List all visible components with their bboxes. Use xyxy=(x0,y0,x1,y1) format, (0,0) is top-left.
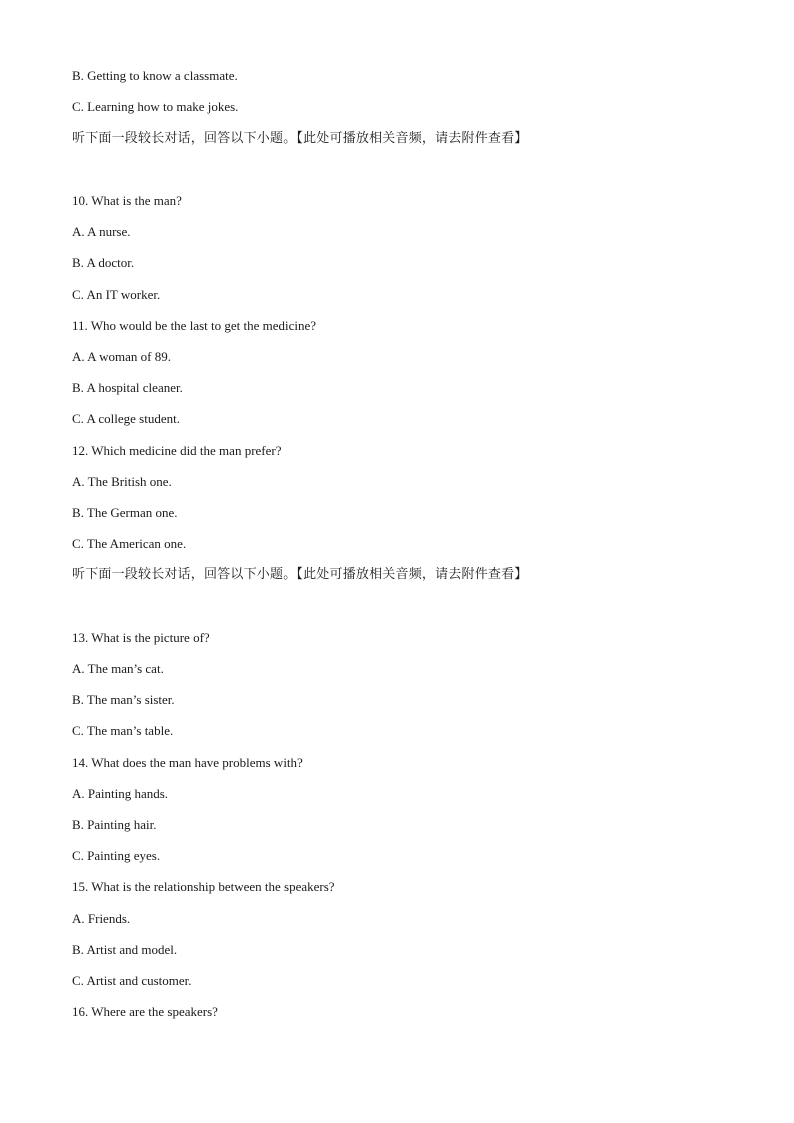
option-line: B. The German one. xyxy=(72,505,178,520)
question-line: 11. Who would be the last to get the medicine? xyxy=(72,318,317,333)
question-line: 10. What is the man? xyxy=(72,193,182,208)
listening-instruction: 听下面一段较长对话，回答以下小题。【此处可播放相关音频，请去附件查看】 xyxy=(72,567,528,582)
question-line: 12. Which medicine did the man prefer? xyxy=(72,443,282,458)
option-line: C. Artist and customer. xyxy=(72,973,192,988)
option-line: B. Painting hair. xyxy=(72,817,157,832)
question-line: 13. What is the picture of? xyxy=(72,630,210,645)
option-line: B. Artist and model. xyxy=(72,942,178,957)
option-line: A. A woman of 89. xyxy=(72,349,171,364)
option-line: B. The man’s sister. xyxy=(72,692,175,707)
option-line: C. A college student. xyxy=(72,411,180,426)
option-line: A. The man’s cat. xyxy=(72,661,164,676)
option-line: C. The American one. xyxy=(72,536,187,551)
option-line: A. The British one. xyxy=(72,474,172,489)
option-line: A. A nurse. xyxy=(72,224,131,239)
question-line: 16. Where are the speakers? xyxy=(72,1004,218,1019)
option-line: B. Getting to know a classmate. xyxy=(72,68,238,83)
option-line: C. Learning how to make jokes. xyxy=(72,99,239,114)
option-line: B. A doctor. xyxy=(72,255,135,270)
option-line: C. The man’s table. xyxy=(72,723,174,738)
question-line: 15. What is the relationship between the speakers? xyxy=(72,879,335,894)
listening-instruction: 听下面一段较长对话，回答以下小题。【此处可播放相关音频，请去附件查看】 xyxy=(72,131,528,146)
option-line: B. A hospital cleaner. xyxy=(72,380,183,395)
option-line: A. Painting hands. xyxy=(72,786,169,801)
question-line: 14. What does the man have problems with? xyxy=(72,755,303,770)
option-line: A. Friends. xyxy=(72,911,131,926)
option-line: C. Painting eyes. xyxy=(72,848,161,863)
option-line: C. An IT worker. xyxy=(72,287,161,302)
